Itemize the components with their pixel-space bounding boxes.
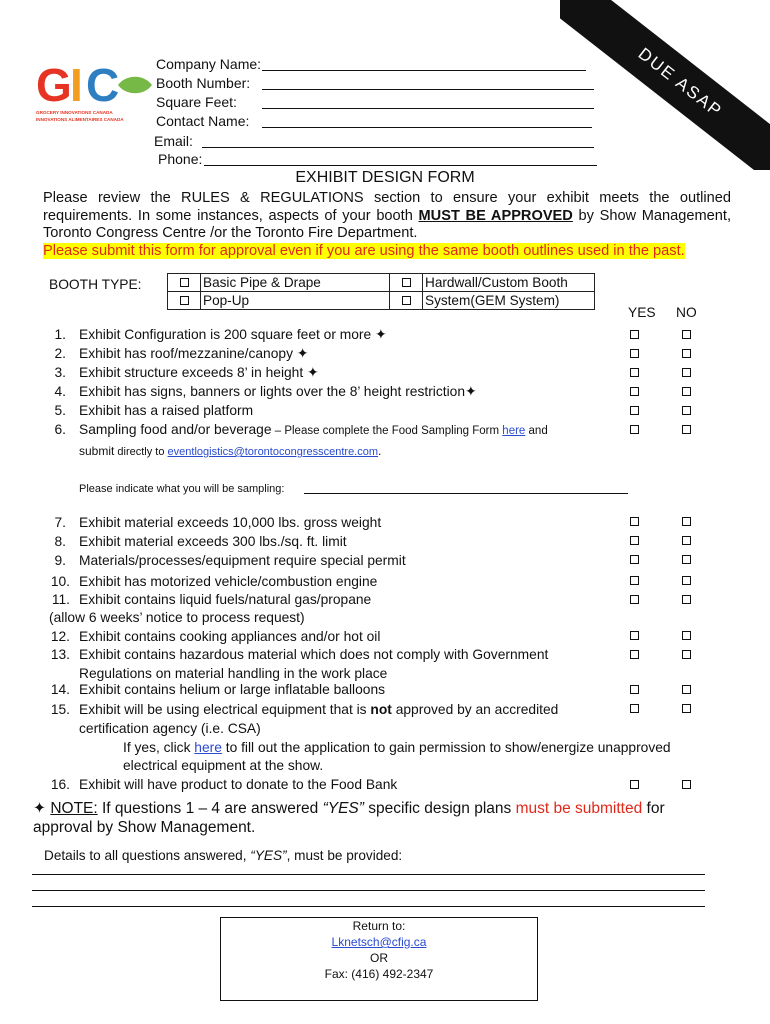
- return-box: [220, 917, 538, 1001]
- note-label: NOTE:: [50, 800, 98, 817]
- no-checkbox[interactable]: [682, 387, 691, 396]
- contact-name-field[interactable]: [262, 127, 592, 128]
- logo-tagline-en: GROCERY INNOVATIONS CANADA: [36, 110, 113, 115]
- intro-part2: by Show Management, Toronto Congress Centre /or the Toronto Fire Department.: [43, 207, 732, 241]
- logo-letter-i: I: [70, 59, 81, 111]
- q6-period: .: [378, 444, 382, 458]
- q15-sub-line1: [123, 740, 671, 756]
- question-number: 13.: [50, 647, 70, 662]
- no-checkbox[interactable]: [682, 685, 691, 694]
- logo-letter-c: C: [86, 59, 118, 111]
- q15-c: approved by an accredited: [391, 702, 559, 717]
- leaf-icon: [116, 74, 154, 96]
- logo-tagline-fr: INNOVATIONS ALIMENTAIRES CANADA: [36, 117, 124, 122]
- q15-sub1: If yes, click: [123, 740, 195, 755]
- no-checkbox[interactable]: [682, 780, 691, 789]
- no-checkbox[interactable]: [682, 330, 691, 339]
- booth-type-table: [167, 273, 595, 310]
- details-line-3[interactable]: [32, 906, 705, 907]
- q6-small1: – Please complete the Food Sampling Form: [271, 425, 503, 437]
- details-label: [44, 848, 402, 863]
- q15-a: Exhibit will be using electrical equipment that is: [79, 702, 371, 717]
- intro-highlight: Please submit this form for approval even if you are using the same booth outlines used in the past.: [43, 242, 685, 259]
- yes-checkbox[interactable]: [630, 555, 639, 564]
- question-number: 2.: [54, 346, 66, 361]
- checkbox-system[interactable]: [390, 292, 423, 310]
- no-checkbox[interactable]: [682, 704, 691, 713]
- intro-paragraph: [43, 190, 731, 260]
- note-red: must be submitted: [515, 800, 643, 817]
- question-number: 16.: [50, 777, 70, 792]
- gic-logo: [36, 59, 154, 124]
- intro-part1: Please review the RULES & REGULATIONS section to ensure your exhibit meets the outlined requirements. In some instances, aspects of your booth: [43, 190, 731, 224]
- booth-number-label: Booth Number:: [156, 75, 251, 91]
- question-number: 11.: [51, 592, 70, 607]
- yes-checkbox[interactable]: [630, 387, 639, 396]
- option-system: System(GEM System): [423, 292, 595, 310]
- return-title: Return to:: [352, 919, 406, 933]
- details-t1: Details to all questions answered,: [44, 848, 251, 863]
- question-number: 8.: [54, 534, 66, 549]
- question-number: 10.: [50, 574, 70, 589]
- option-popup: Pop-Up: [201, 292, 390, 310]
- return-or: OR: [370, 951, 388, 965]
- company-name-label: Company Name:: [156, 56, 262, 72]
- q6-directly: directly to: [114, 446, 168, 458]
- question-text: Materials/processes/equipment require special permit: [79, 553, 406, 568]
- no-checkbox[interactable]: [682, 650, 691, 659]
- q6-text: Sampling food and/or beverage: [79, 422, 272, 437]
- question-text: Exhibit contains liquid fuels/natural gas/propane: [79, 592, 372, 607]
- no-checkbox[interactable]: [682, 576, 691, 585]
- no-checkbox[interactable]: [682, 425, 691, 434]
- due-asap-text: DUE ASAP: [560, 0, 770, 170]
- note-paragraph: [33, 799, 733, 837]
- option-hardwall: Hardwall/Custom Booth: [423, 274, 595, 292]
- booth-type-label: BOOTH TYPE:: [49, 277, 142, 292]
- question-6: [79, 422, 548, 439]
- question-text-continued: certification agency (i.e. CSA): [79, 721, 261, 736]
- yes-checkbox[interactable]: [630, 631, 639, 640]
- question-number: 7.: [54, 515, 66, 530]
- question-number: 5.: [54, 403, 66, 418]
- contact-name-label: Contact Name:: [156, 113, 250, 129]
- question-number: 1.: [54, 327, 66, 342]
- no-checkbox[interactable]: [682, 536, 691, 545]
- form-title: EXHIBIT DESIGN FORM: [295, 169, 475, 186]
- question-text: Exhibit contains helium or large inflatable balloons: [79, 682, 386, 697]
- q6-submit: submit: [79, 444, 115, 458]
- no-checkbox[interactable]: [682, 517, 691, 526]
- q11-note: (allow 6 weeks’ notice to process request): [49, 610, 305, 625]
- question-number: 4.: [54, 384, 66, 399]
- question-number: 15.: [50, 702, 70, 717]
- checkbox-hardwall[interactable]: [390, 274, 423, 292]
- q15-not: not: [370, 702, 392, 717]
- booth-number-field[interactable]: [262, 89, 594, 90]
- sampling-field[interactable]: [304, 493, 628, 494]
- note-t3: for: [642, 800, 665, 817]
- electrical-application-link[interactable]: here: [194, 740, 222, 755]
- no-checkbox[interactable]: [682, 349, 691, 358]
- phone-field[interactable]: [204, 165, 597, 166]
- due-asap-banner: [560, 0, 770, 170]
- yes-checkbox[interactable]: [630, 349, 639, 358]
- question-number: 3.: [54, 365, 66, 380]
- food-sampling-link[interactable]: here: [502, 425, 526, 437]
- details-yes: “YES”: [250, 848, 287, 863]
- question-text: Exhibit material exceeds 10,000 lbs. gross weight: [79, 515, 382, 530]
- yes-checkbox[interactable]: [630, 595, 639, 604]
- yes-checkbox[interactable]: [630, 425, 639, 434]
- checkbox-icon[interactable]: [402, 296, 411, 305]
- checkbox-icon[interactable]: [402, 278, 411, 287]
- option-basic-pipe: Basic Pipe & Drape: [201, 274, 390, 292]
- note-yes: “YES”: [322, 800, 364, 817]
- checkbox-basic-pipe[interactable]: [168, 274, 201, 292]
- yes-checkbox[interactable]: [630, 406, 639, 415]
- yes-checkbox[interactable]: [630, 330, 639, 339]
- question-number: 14.: [50, 682, 70, 697]
- question-text: Exhibit has motorized vehicle/combustion engine: [79, 574, 378, 589]
- note-t2: specific design plans: [363, 800, 516, 817]
- no-checkbox[interactable]: [682, 595, 691, 604]
- square-feet-field[interactable]: [262, 108, 594, 109]
- no-column-header: NO: [676, 305, 697, 320]
- question-15: [79, 702, 558, 718]
- yes-column-header: YES: [628, 305, 656, 320]
- square-feet-label: Square Feet:: [156, 94, 237, 110]
- email-field[interactable]: [202, 147, 594, 148]
- q15-sub2: to fill out the application to gain permission to show/energize unapproved: [221, 740, 671, 755]
- question-number: 12.: [50, 629, 70, 644]
- question-text: Exhibit will have product to donate to the Food Bank: [79, 777, 398, 792]
- must-be-approved: MUST BE APPROVED: [418, 207, 573, 224]
- no-checkbox[interactable]: [682, 555, 691, 564]
- yes-checkbox[interactable]: [630, 517, 639, 526]
- question-text: Exhibit has roof/mezzanine/canopy ✦: [79, 346, 309, 361]
- q6-small2: and: [525, 425, 548, 437]
- question-text: Exhibit contains hazardous material which does not comply with Government: [79, 647, 549, 662]
- details-t2: , must be provided:: [286, 848, 403, 863]
- q6-line2: [79, 443, 381, 460]
- question-text: Exhibit has a raised platform: [79, 403, 254, 418]
- question-text-continued: Regulations on material handling in the work place: [79, 666, 388, 681]
- question-number: 6.: [54, 422, 66, 437]
- return-email-link[interactable]: Lknetsch@cfig.ca: [331, 935, 427, 949]
- no-checkbox[interactable]: [682, 406, 691, 415]
- yes-checkbox[interactable]: [630, 576, 639, 585]
- q15-sub-line2: electrical equipment at the show.: [123, 758, 324, 773]
- yes-checkbox[interactable]: [630, 685, 639, 694]
- star-icon: ✦: [33, 800, 46, 817]
- question-text: Exhibit contains cooking appliances and/or hot oil: [79, 629, 381, 644]
- checkbox-icon[interactable]: [180, 296, 189, 305]
- sampling-label: Please indicate what you will be sampling:: [79, 483, 285, 495]
- note-t1: If questions 1 – 4 are answered: [97, 800, 323, 817]
- yes-checkbox[interactable]: [630, 368, 639, 377]
- question-text: Exhibit Configuration is 200 square feet or more ✦: [79, 327, 387, 342]
- question-number: 9.: [54, 553, 66, 568]
- company-name-field[interactable]: [262, 70, 586, 71]
- question-text: Exhibit has signs, banners or lights over the 8’ height restriction✦: [79, 384, 477, 399]
- phone-label: Phone:: [158, 151, 203, 167]
- details-line-2[interactable]: [32, 890, 705, 891]
- yes-checkbox[interactable]: [630, 704, 639, 713]
- yes-checkbox[interactable]: [630, 536, 639, 545]
- checkbox-icon[interactable]: [180, 278, 189, 287]
- logo-letter-g: G: [36, 59, 70, 111]
- question-text: Exhibit structure exceeds 8’ in height ✦: [79, 365, 319, 380]
- details-line-1[interactable]: [32, 874, 705, 875]
- return-fax: Fax: (416) 492-2347: [324, 967, 434, 981]
- yes-checkbox[interactable]: [630, 650, 639, 659]
- email-label: Email:: [154, 133, 193, 149]
- no-checkbox[interactable]: [682, 631, 691, 640]
- no-checkbox[interactable]: [682, 368, 691, 377]
- checkbox-popup[interactable]: [168, 292, 201, 310]
- yes-checkbox[interactable]: [630, 780, 639, 789]
- question-text: Exhibit material exceeds 300 lbs./sq. ft. limit: [79, 534, 347, 549]
- note-line2: approval by Show Management.: [33, 819, 256, 836]
- event-logistics-email-link[interactable]: eventlogistics@torontocongresscentre.com: [167, 446, 379, 458]
